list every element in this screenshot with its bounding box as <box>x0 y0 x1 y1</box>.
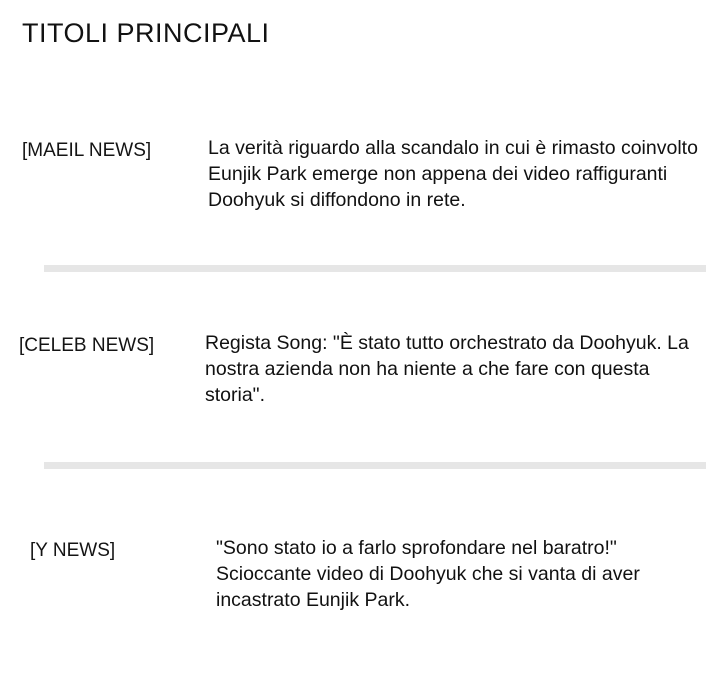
news-source-label: [CELEB NEWS] <box>19 335 155 356</box>
spacer <box>0 469 720 535</box>
spacer <box>0 213 720 265</box>
news-headline-text: La verità riguardo alla scandalo in cui è rimasto coinvolto Eunjik Park emerge non appena dei video raffiguranti Doohyuk si diffondono in rete. <box>208 137 698 211</box>
divider <box>44 265 706 272</box>
news-list <box>0 135 720 613</box>
news-headline-text: "Sono stato io a farlo sprofondare nel baratro!" Scioccante video di Doohyuk che si vanta di aver incastrato Eunjik Park. <box>216 537 640 611</box>
news-source-label: [Y NEWS] <box>30 540 116 561</box>
news-source-label: [MAEIL NEWS] <box>22 140 152 161</box>
list-item <box>0 535 720 613</box>
list-item <box>0 135 720 213</box>
page-title: TITOLI PRINCIPALI <box>22 18 270 48</box>
divider <box>44 462 706 469</box>
news-headline-text: Regista Song: "È stato tutto orchestrato da Doohyuk. La nostra azienda non ha niente a che fare con questa storia". <box>205 332 689 406</box>
list-item <box>0 330 720 408</box>
spacer <box>0 408 720 462</box>
spacer <box>0 272 720 330</box>
